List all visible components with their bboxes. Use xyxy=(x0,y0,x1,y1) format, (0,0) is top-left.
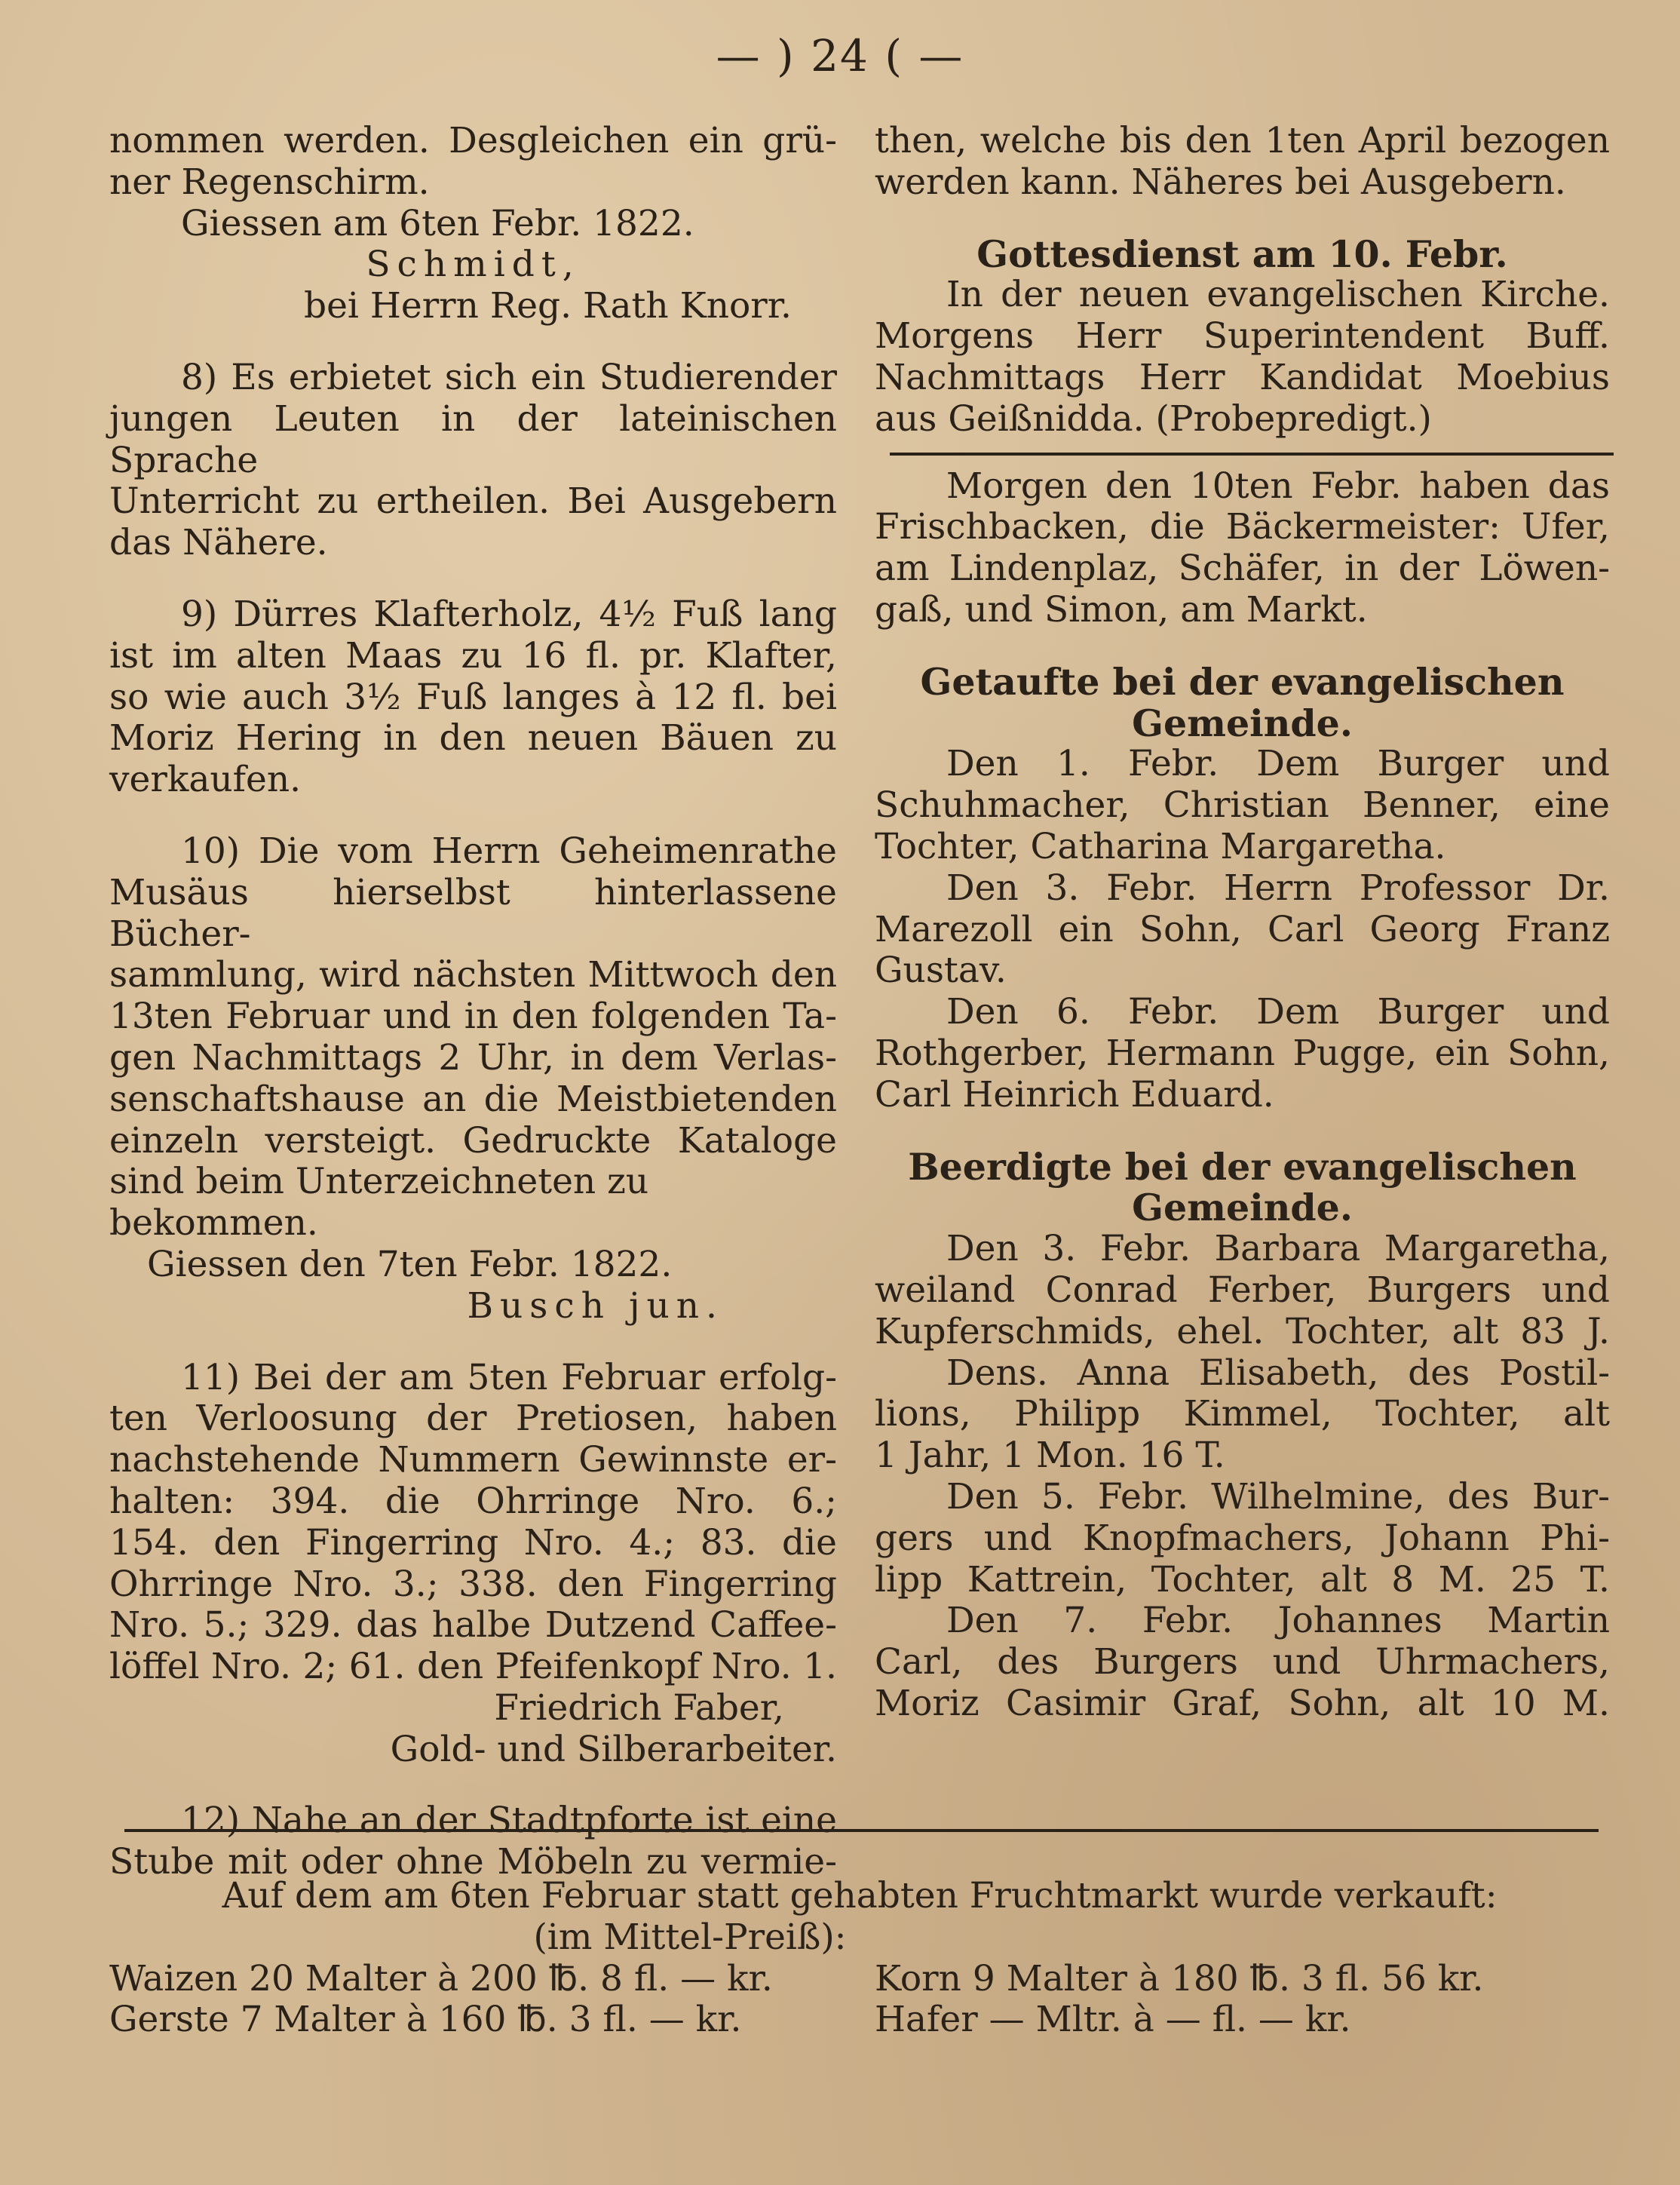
notice-signer-trade: Gold- und Silberarbeiter. xyxy=(390,1728,837,1770)
market-title: Auf dem am 6ten Februar statt gehabten Fruchtmarkt wurde verkauft: xyxy=(222,1875,1498,1916)
text-line: nommen werden. Desgleichen ein grü- xyxy=(109,120,837,161)
section-heading-service: Gottesdienst am 10. Febr. xyxy=(976,232,1508,276)
notice-10-line: Musäus hierselbst hinterlassene Bücher- xyxy=(109,871,837,955)
section-heading-baptized-sub: Gemeinde. xyxy=(1132,701,1353,745)
service-line: aus Geißnidda. (Probepredigt.) xyxy=(875,397,1432,440)
notice-12-line: Stube mit oder ohne Möbeln zu vermie- xyxy=(109,1841,837,1883)
market-entry: Waizen 20 Malter à 200 ℔. 8 fl. — kr. xyxy=(109,1957,773,1999)
text-line: then, welche bis den 1ten April bezogen xyxy=(875,120,1610,161)
burial-entry-line: Den 3. Febr. Barbara Margaretha, xyxy=(946,1228,1610,1270)
service-line: Nachmittags Herr Kandidat Moebius xyxy=(875,356,1610,398)
notice-11-line: nachstehende Nummern Gewinnste er- xyxy=(109,1439,837,1481)
baptism-entry-line: Marezoll ein Sohn, Carl Georg Franz xyxy=(875,908,1610,950)
burial-entry-line: Den 7. Febr. Johannes Martin xyxy=(946,1600,1610,1642)
text-line: werden kann. Näheres bei Ausgebern. xyxy=(875,161,1566,203)
text-line: ner Regenschirm. xyxy=(109,161,430,203)
baking-line: Frischbacken, die Bäckermeister: Ufer, xyxy=(875,506,1610,548)
notice-11-line: Ohrringe Nro. 3.; 338. den Fingerring xyxy=(109,1563,837,1605)
baptism-entry-line: Den 6. Febr. Dem Burger und xyxy=(946,991,1610,1033)
market-entry: Gerste 7 Malter à 160 ℔. 3 fl. — kr. xyxy=(109,1999,742,2041)
page-divider xyxy=(124,1829,1599,1832)
burial-entry-line: Moriz Casimir Graf, Sohn, alt 10 M. xyxy=(875,1682,1610,1724)
notice-12-line: 12) Nahe an der Stadtpforte ist eine xyxy=(181,1800,837,1842)
baptism-entry-line: Rothgerber, Hermann Pugge, ein Sohn, xyxy=(875,1032,1610,1074)
burial-entry-line: weiland Conrad Ferber, Burgers und xyxy=(875,1269,1610,1311)
market-subtitle: (im Mittel-Preiß): xyxy=(533,1916,847,1958)
notice-date: Giessen den 7ten Febr. 1822. xyxy=(147,1243,673,1285)
notice-10-line: einzeln versteigt. Gedruckte Kataloge xyxy=(109,1119,837,1162)
notice-9-line: so wie auch 3½ Fuß langes à 12 fl. bei xyxy=(109,676,837,718)
baking-line: am Lindenplaz, Schäfer, in der Löwen- xyxy=(875,548,1610,590)
notice-9-line: Moriz Hering in den neuen Bäuen zu xyxy=(109,717,837,760)
market-row xyxy=(109,1999,1610,2041)
notice-8-line: 8) Es erbietet sich ein Studierender xyxy=(181,356,837,398)
notice-9-line: verkaufen. xyxy=(109,759,302,801)
notice-10-line: gen Nachmittags 2 Uhr, in dem Verlas- xyxy=(109,1036,837,1079)
burial-entry-line: Kupferschmids, ehel. Tochter, alt 83 J. xyxy=(875,1310,1610,1352)
notice-10-line: sammlung, wird nächsten Mittwoch den xyxy=(109,954,837,996)
baptism-entry-line: Tochter, Catharina Margaretha. xyxy=(875,825,1446,867)
right-column xyxy=(875,121,1610,1725)
page-number: — ) 24 ( — xyxy=(716,30,964,81)
notice-11-line: ten Verloosung der Pretiosen, haben xyxy=(109,1398,837,1440)
notice-11-line: löffel Nro. 2; 61. den Pfeifenkopf Nro. 1. xyxy=(109,1646,837,1688)
notice-signer: Schmidt, xyxy=(366,244,581,286)
burial-entry-line: lipp Kattrein, Tochter, alt 8 M. 25 T. xyxy=(875,1558,1610,1600)
notice-date: Giessen am 6ten Febr. 1822. xyxy=(181,202,694,244)
burial-entry-line: Carl, des Burgers und Uhrmachers, xyxy=(875,1641,1610,1683)
burial-entry-line: 1 Jahr, 1 Mon. 16 T. xyxy=(875,1435,1225,1477)
left-column xyxy=(109,121,837,1883)
market-entry: Korn 9 Malter à 180 ℔. 3 fl. 56 kr. xyxy=(875,1957,1484,1999)
market-entry: Hafer — Mltr. à — fl. — kr. xyxy=(875,1999,1351,2041)
notice-11-line: 11) Bei der am 5ten Februar erfolg- xyxy=(181,1356,837,1398)
baptism-entry-line: Carl Heinrich Eduard. xyxy=(875,1073,1274,1116)
notice-8-line: jungen Leuten in der lateinischen Sprache xyxy=(109,397,837,481)
baptism-entry-line: Schuhmacher, Christian Benner, eine xyxy=(875,784,1610,827)
burial-entry-line: lions, Philipp Kimmel, Tochter, alt xyxy=(875,1393,1610,1435)
market-report xyxy=(109,1876,1610,2041)
notice-signer-address: bei Herrn Reg. Rath Knorr. xyxy=(304,285,792,327)
section-heading-buried: Beerdigte bei der evangelischen xyxy=(908,1144,1577,1189)
section-heading-baptized: Getaufte bei der evangelischen xyxy=(920,659,1565,704)
baptism-entry-line: Den 3. Febr. Herrn Professor Dr. xyxy=(946,867,1610,909)
notice-9-line: 9) Dürres Klafterholz, 4½ Fuß lang xyxy=(181,593,837,635)
notice-10-line: 10) Die vom Herrn Geheimenrathe xyxy=(181,830,837,872)
burial-entry-line: Dens. Anna Elisabeth, des Postil- xyxy=(946,1352,1610,1394)
service-line: In der neuen evangelischen Kirche. xyxy=(946,274,1610,316)
section-heading-buried-sub: Gemeinde. xyxy=(1132,1186,1353,1230)
notice-10-line: 13ten Februar und in den folgenden Ta- xyxy=(109,996,837,1038)
baptism-entry-line: Gustav. xyxy=(875,950,1007,992)
burial-entry-line: gers und Knopfmachers, Johann Phi- xyxy=(875,1517,1610,1559)
service-line: Morgens Herr Superintendent Buff. xyxy=(875,315,1610,358)
section-divider xyxy=(890,453,1614,456)
notice-8-line: Unterricht zu ertheilen. Bei Ausgebern xyxy=(109,480,837,523)
notice-11-line: halten: 394. die Ohrringe Nro. 6.; xyxy=(109,1480,837,1522)
notice-11-line: Nro. 5.; 329. das halbe Dutzend Caffee- xyxy=(109,1604,837,1646)
notice-8-line: das Nähere. xyxy=(109,522,328,564)
burial-entry-line: Den 5. Febr. Wilhelmine, des Bur- xyxy=(946,1475,1610,1518)
notice-9-line: ist im alten Maas zu 16 fl. pr. Klafter, xyxy=(109,634,837,677)
notice-10-line: sind beim Unterzeichneten zu bekommen. xyxy=(109,1161,649,1244)
market-row xyxy=(109,1959,1610,2000)
baptism-entry-line: Den 1. Febr. Dem Burger und xyxy=(946,743,1610,785)
notice-signer: Friedrich Faber, xyxy=(494,1686,784,1729)
notice-11-line: 154. den Fingerring Nro. 4.; 83. die xyxy=(109,1521,837,1564)
notice-signer: Busch jun. xyxy=(467,1284,724,1327)
baking-line: Morgen den 10ten Febr. haben das xyxy=(946,465,1610,507)
notice-10-line: senschaftshause an die Meistbietenden xyxy=(109,1078,837,1120)
baking-line: gaß, und Simon, am Markt. xyxy=(875,588,1368,631)
